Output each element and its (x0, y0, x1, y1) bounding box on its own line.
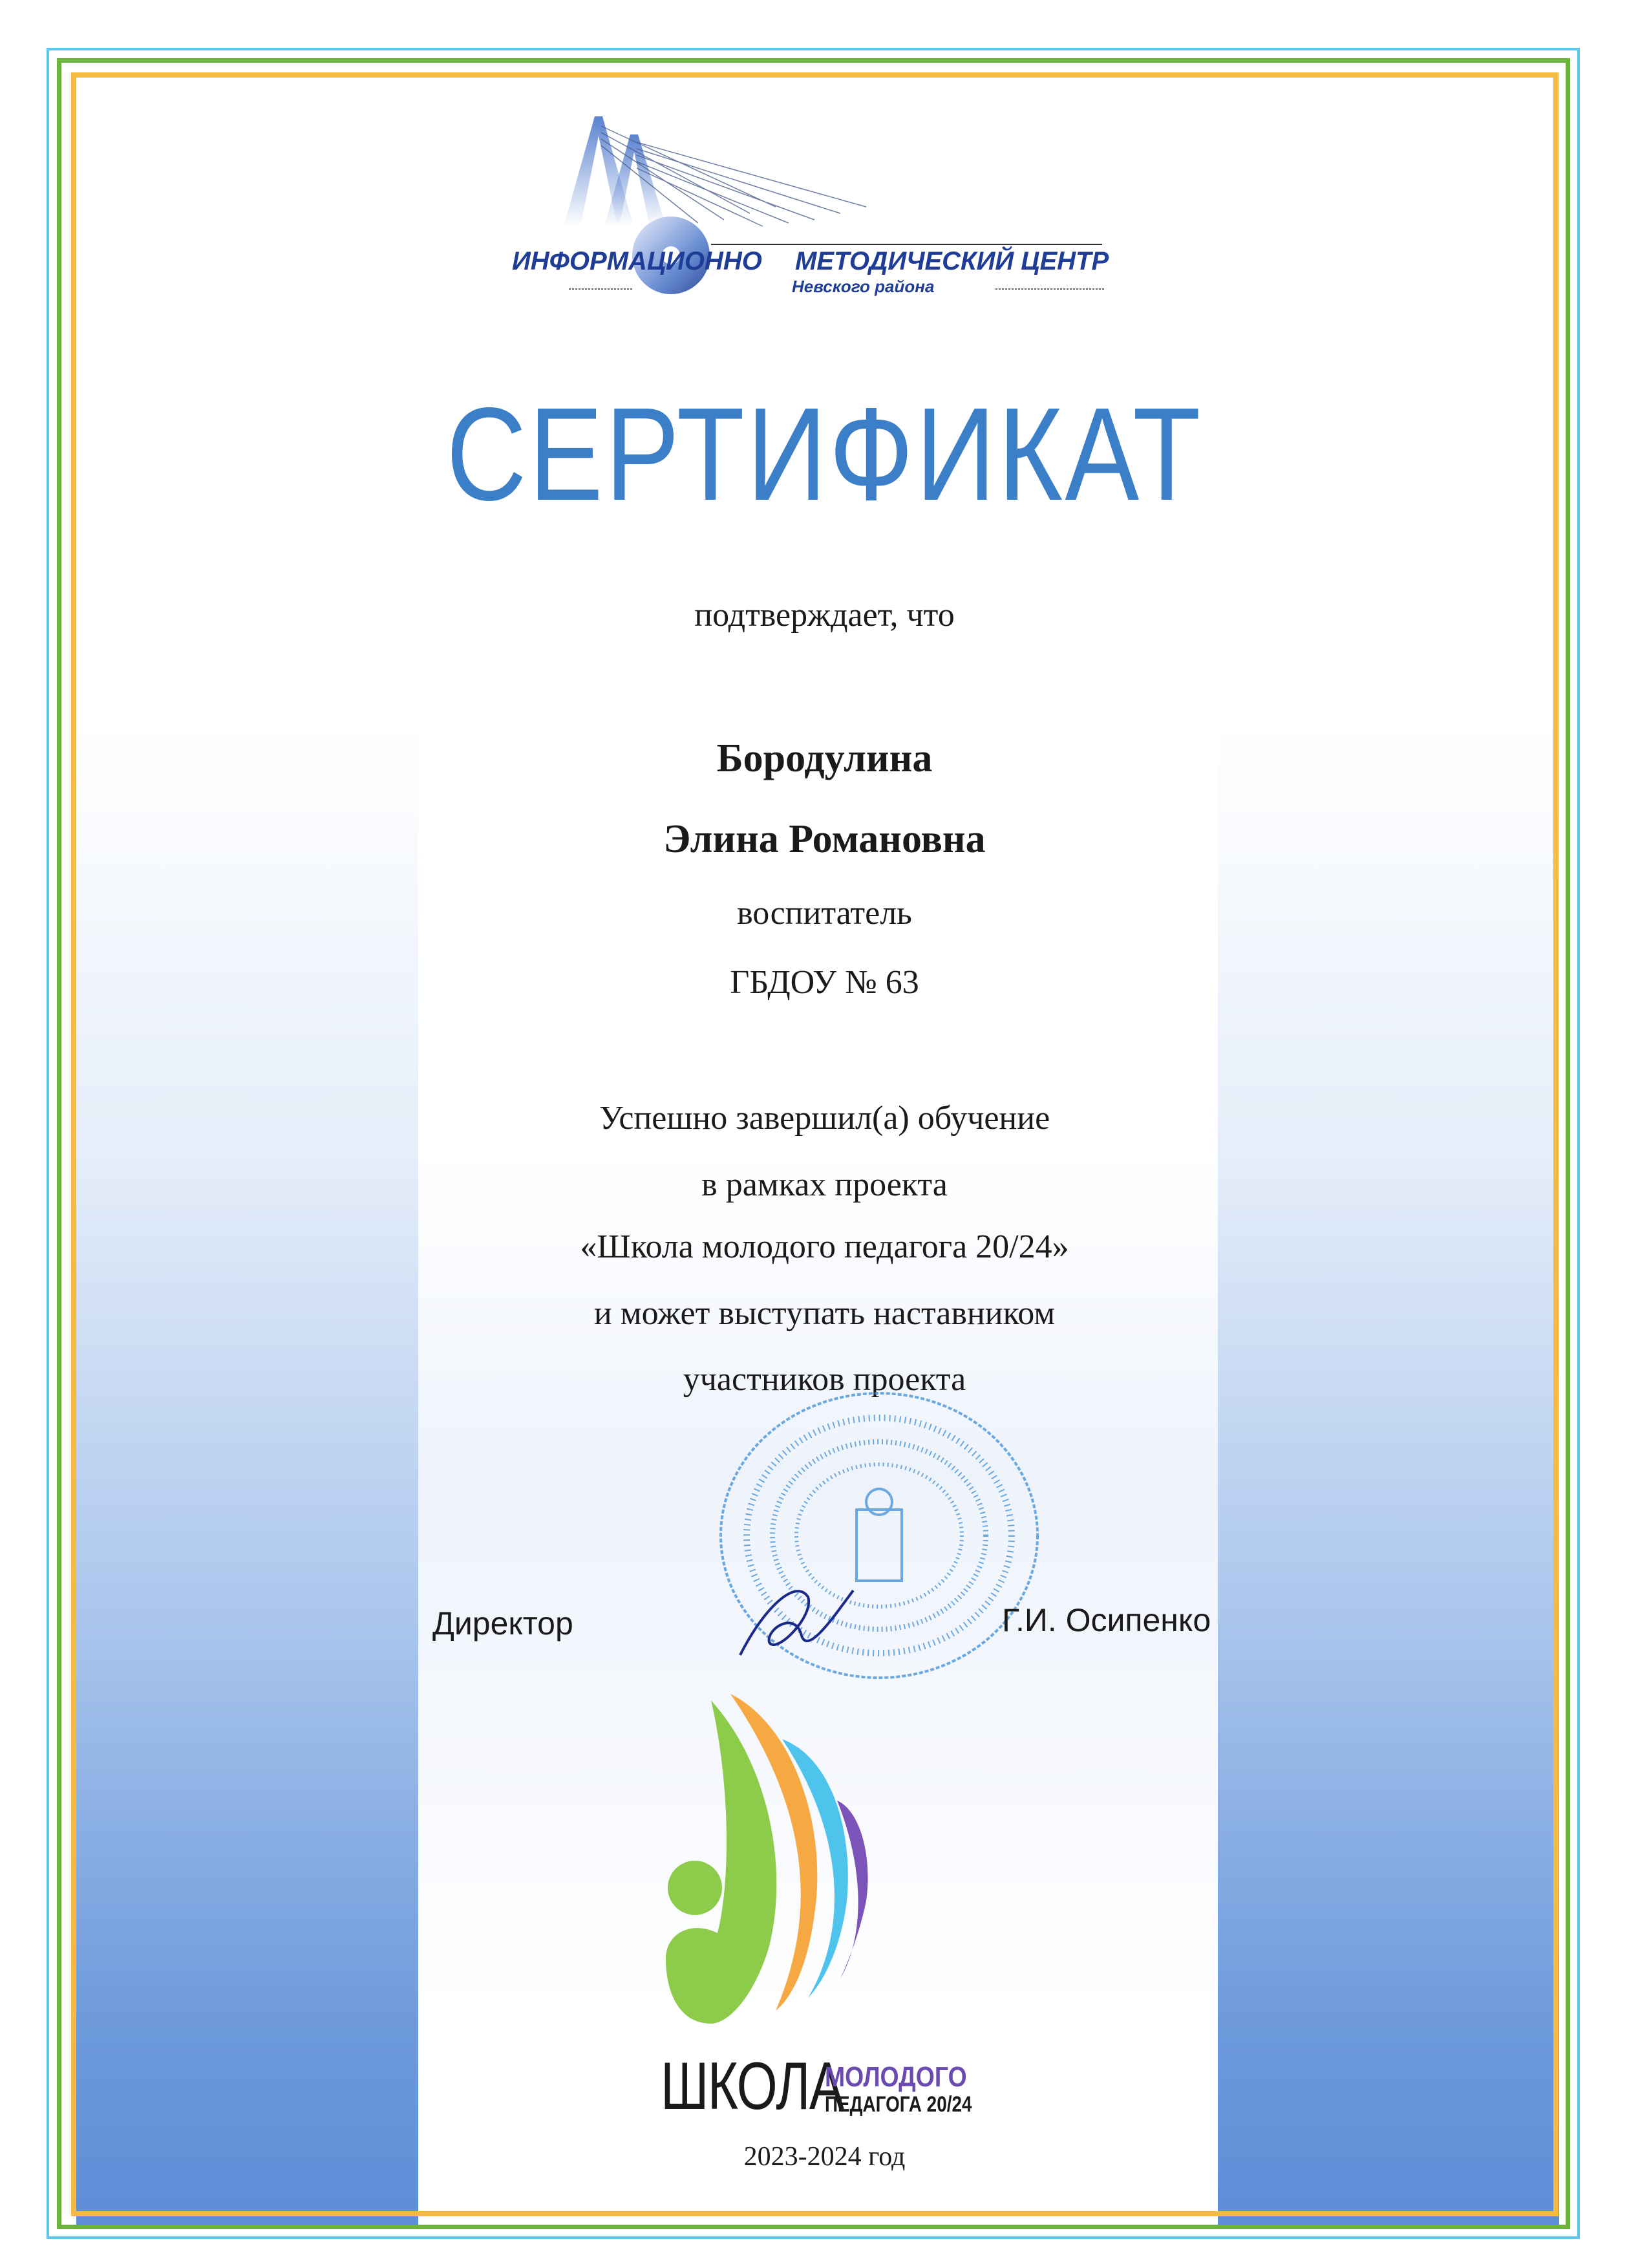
confirms-text: подтверждает, что (694, 597, 955, 634)
logo-word-young: МОЛОДОГО (825, 2061, 967, 2093)
body-line: в рамках проекта (701, 1166, 948, 1203)
signatory-role: Директор (432, 1605, 573, 1642)
coat-of-arms-icon (856, 1510, 902, 1581)
certificate-title: СЕРТИФИКАТ (446, 380, 1203, 528)
body-line: Успешно завершил(а) обучение (599, 1100, 1050, 1137)
body-line: участников проекта (683, 1361, 966, 1398)
recipient-institution: ГБДОУ № 63 (730, 964, 919, 1001)
org-name-part1: ИНФОРМАЦИОННО (512, 247, 762, 275)
org-name-part2: МЕТОДИЧЕСКИЙ ЦЕНТР (795, 247, 1109, 275)
logo-word-teacher: ПЕДАГОГА 20/24 (825, 2092, 972, 2117)
academic-year: 2023-2024 год (743, 2142, 906, 2172)
recipient-surname: Бородулина (716, 736, 933, 780)
logo-word-school: ШКОЛА (661, 2049, 844, 2124)
body-line: «Школа молодого педагога 20/24» (580, 1228, 1069, 1265)
signatory-name: Г.И. Осипенко (1002, 1602, 1211, 1638)
org-district: Невского района (792, 277, 935, 296)
school-logo-icon (653, 1687, 899, 2037)
recipient-given-names: Элина Романовна (663, 817, 986, 861)
body-line: и может выступать наставником (593, 1295, 1056, 1332)
recipient-position: воспитатель (737, 895, 912, 932)
signature-icon (737, 1571, 905, 1662)
imc-logo (504, 97, 1112, 310)
